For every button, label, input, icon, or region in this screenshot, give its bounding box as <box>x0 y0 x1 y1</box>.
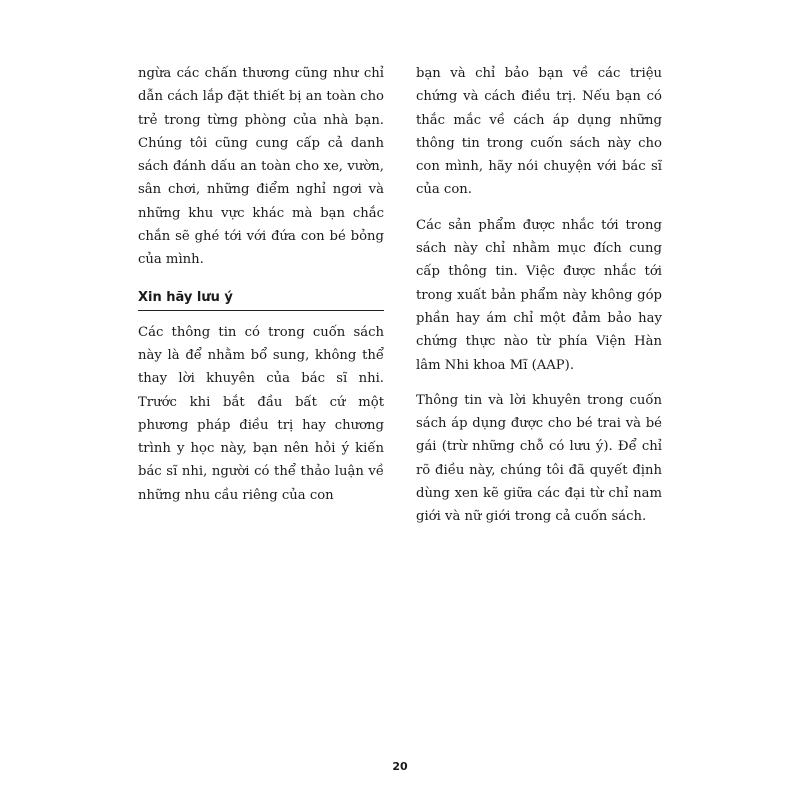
left-column <box>138 62 384 519</box>
left-paragraph-1: ngừa các chấn thương cũng như chỉ dẫn cách lắp đặt thiết bị an toàn cho trẻ trong từng phòng của nhà bạn. Chúng tôi cũng cung cấp cả danh sách đánh dấu an toàn cho xe, vườn, sân chơi, những điểm nghỉ ngơi và những khu vực khác mà bạn chắc chắn sẽ ghé tới với đứa con bé bỏng của mình. <box>138 66 384 268</box>
section-heading: Xin hãy lưu ý <box>138 289 233 305</box>
right-paragraph-1: bạn và chỉ bảo bạn về các triệu chứng và cách điều trị. Nếu bạn có thắc mắc về cách áp dụng những thông tin trong cuốn sách này cho con mình, hãy nói chuyện với bác sĩ của con. <box>416 66 662 198</box>
right-paragraph-3: Thông tin và lời khuyên trong cuốn sách áp dụng được cho bé trai và bé gái (trừ những chỗ có lưu ý). Để chỉ rõ điều này, chúng tôi đã quyết định dùng xen kẽ giữa các đại từ chỉ nam giới và nữ giới trong cả cuốn sách. <box>416 392 662 525</box>
right-column <box>416 62 662 541</box>
right-paragraph-2: Các sản phẩm được nhắc tới trong sách này chỉ nhằm mục đích cung cấp thông tin. Việc được nhắc tới trong xuất bản phẩm này không góp phần hay ám chỉ một đảm bảo hay chứng thực nào từ phía Viện Hàn lâm Nhi khoa Mĩ (AAP). <box>416 217 662 373</box>
page-number: 20 <box>392 760 408 773</box>
section-heading-block <box>138 288 384 311</box>
left-paragraph-2: Các thông tin có trong cuốn sách này là để nhằm bổ sung, không thể thay lời khuyên của bác sĩ nhi. Trước khi bắt đầu bất cứ một phương pháp điều trị hay chương trình y học này, bạn nên hỏi ý kiến bác sĩ nhi, người có thể thảo luận về những nhu cầu riêng của con <box>138 324 384 503</box>
